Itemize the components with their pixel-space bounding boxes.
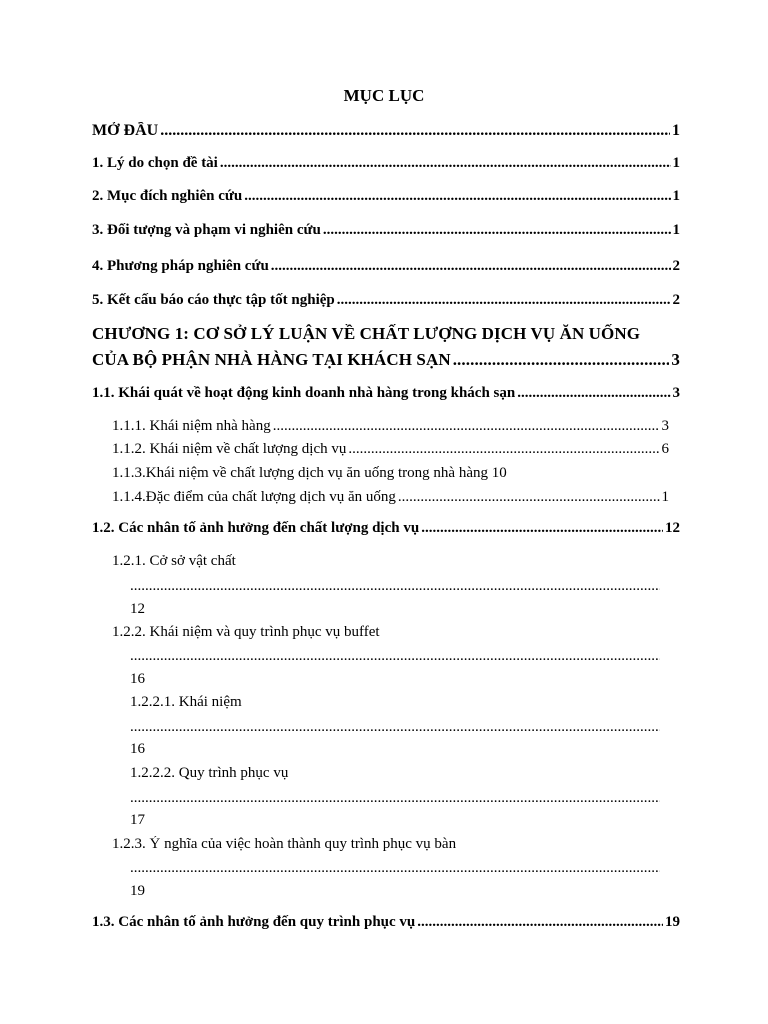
toc-entry-page: 16: [130, 741, 145, 757]
toc-entry-1-2-2-1[interactable]: 1.2.2.1. Khái niệm: [130, 694, 242, 710]
toc-entry-page: 1: [672, 122, 680, 139]
toc-entry-1-1-4[interactable]: [112, 489, 669, 506]
toc-entry-1-1-1[interactable]: [112, 418, 669, 435]
toc-entry-page: 1: [672, 188, 680, 204]
toc-entry-label: 1.1.4.Đặc điểm của chất lượng dịch vụ ăn uống: [112, 489, 396, 505]
toc-entry-label: 1.1.1. Khái niệm nhà hàng: [112, 418, 271, 434]
toc-entry-page: 3: [671, 350, 680, 369]
dot-leader: [244, 188, 670, 205]
toc-entry-1-2[interactable]: [92, 520, 680, 537]
toc-entry-page: 12: [665, 520, 680, 536]
toc-entry-label: 1.3. Các nhân tố ảnh hưởng đến quy trình phục vụ: [92, 914, 416, 930]
dot-leader: [323, 222, 671, 239]
dot-leader: [130, 860, 660, 877]
toc-entry-section-3[interactable]: [92, 222, 680, 239]
toc-entry-label: 1.1. Khái quát về hoạt động kinh doanh nhà hàng trong khách sạn: [92, 385, 516, 401]
toc-entry-page: 1: [661, 489, 669, 505]
dot-leader: [273, 418, 660, 435]
toc-entry-label: 1.1.2. Khái niệm về chất lượng dịch vụ: [112, 441, 347, 457]
toc-entry-mo-dau[interactable]: [92, 122, 680, 140]
toc-entry-section-1[interactable]: [92, 155, 680, 172]
toc-entry-page: 2: [672, 258, 680, 274]
toc-entry-page: 3: [661, 418, 669, 434]
toc-entry-label: 3. Đối tượng và phạm vi nghiên cứu: [92, 222, 321, 238]
toc-entry-section-4[interactable]: [92, 258, 680, 275]
dot-leader: [271, 258, 671, 275]
toc-entry-1-2-1[interactable]: 1.2.1. Cở sở vật chất: [112, 553, 236, 569]
toc-entry-label: 2. Mục đích nghiên cứu: [92, 188, 243, 204]
toc-entry-page: 16: [130, 671, 145, 687]
toc-entry-1-1[interactable]: [92, 385, 680, 402]
dot-leader: [130, 578, 660, 595]
dot-leader: [130, 790, 660, 807]
toc-entry-page: 1: [672, 155, 680, 171]
dot-leader: [517, 385, 670, 402]
toc-entry-section-2[interactable]: [92, 188, 680, 205]
toc-entry-page: 1: [672, 222, 680, 238]
toc-entry-section-5[interactable]: [92, 292, 680, 309]
dot-leader: [348, 441, 659, 458]
dot-leader: [398, 489, 660, 506]
toc-entry-1-2-2-2[interactable]: 1.2.2.2. Quy trình phục vụ: [130, 765, 289, 781]
toc-entry-label: 4. Phương pháp nghiên cứu: [92, 258, 269, 274]
toc-entry-page: 19: [130, 883, 145, 899]
toc-title: MỤC LỤC: [343, 86, 425, 105]
dot-leader: [453, 350, 670, 370]
toc-entry-label: 5. Kết cấu báo cáo thực tập tốt nghiệp: [92, 292, 335, 308]
toc-entry-1-2-2[interactable]: 1.2.2. Khái niệm và quy trình phục vụ buffet: [112, 624, 380, 640]
toc-entry-page: 17: [130, 812, 145, 828]
dot-leader: [130, 648, 660, 665]
toc-entry-label: CỦA BỘ PHẬN NHÀ HÀNG TẠI KHÁCH SẠN: [92, 350, 451, 369]
toc-entry-label: 1. Lý do chọn đề tài: [92, 155, 218, 171]
toc-chapter-1-line-1[interactable]: CHƯƠNG 1: CƠ SỞ LÝ LUẬN VỀ CHẤT LƯỢNG DỊCH VỤ ĂN UỐNG: [92, 324, 641, 343]
dot-leader: [130, 719, 660, 736]
toc-entry-page: 3: [672, 385, 680, 401]
dot-leader: [417, 914, 663, 931]
toc-entry-page: 2: [672, 292, 680, 308]
toc-entry-page: 19: [665, 914, 680, 930]
dot-leader: [421, 520, 663, 537]
toc-entry-label: 1.2. Các nhân tố ảnh hưởng đến chất lượng dịch vụ: [92, 520, 420, 536]
dot-leader: [220, 155, 671, 172]
toc-entry-label: MỞ ĐẦU: [92, 122, 159, 139]
toc-entry-1-1-2[interactable]: [112, 441, 669, 458]
dot-leader: [160, 122, 670, 140]
toc-entry-page: 6: [661, 441, 669, 457]
toc-entry-1-2-3[interactable]: 1.2.3. Ý nghĩa của việc hoàn thành quy trình phục vụ bàn: [112, 836, 457, 852]
dot-leader: [337, 292, 671, 309]
toc-entry-page: 12: [130, 601, 145, 617]
toc-chapter-1-line-2[interactable]: [92, 350, 680, 370]
toc-entry-1-3[interactable]: [92, 914, 680, 931]
toc-entry-1-1-3[interactable]: 1.1.3.Khái niệm về chất lượng dịch vụ ăn uống trong nhà hàng 10: [112, 465, 507, 481]
